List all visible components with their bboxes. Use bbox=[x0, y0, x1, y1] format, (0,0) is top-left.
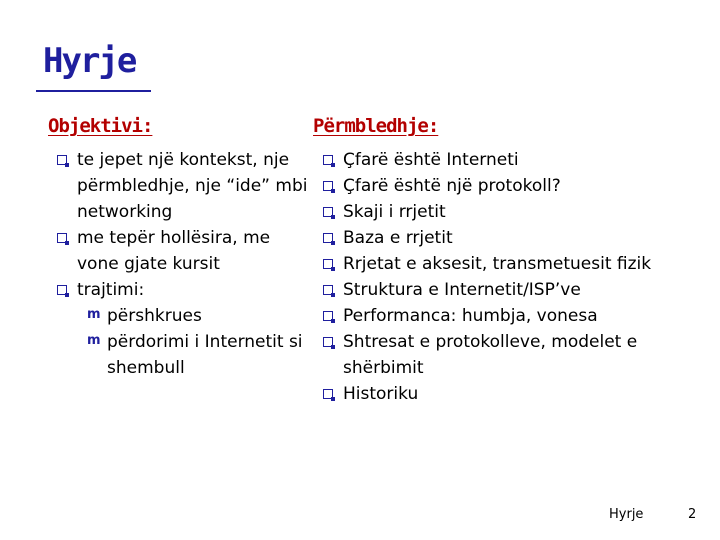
list-item-text: Skaji i rrjetit bbox=[343, 202, 446, 222]
list-item-text: me tepër hollësira, me vone gjate kursit bbox=[77, 228, 271, 274]
sub-list-item-text: përshkrues bbox=[107, 306, 202, 326]
list-item bbox=[323, 173, 703, 199]
square-bullet-icon bbox=[57, 285, 67, 295]
objectives-list bbox=[57, 147, 317, 381]
m-bullet-icon: m bbox=[87, 333, 101, 348]
title-underline bbox=[36, 90, 151, 92]
square-bullet-icon bbox=[323, 233, 333, 243]
sub-list bbox=[77, 303, 317, 381]
overview-list bbox=[323, 147, 703, 407]
square-bullet-icon bbox=[323, 285, 333, 295]
square-bullet-icon bbox=[323, 155, 333, 165]
list-item-text: Çfarë është Interneti bbox=[343, 150, 519, 170]
square-bullet-icon bbox=[323, 259, 333, 269]
list-item-text: Rrjetat e aksesit, transmetuesit fizik bbox=[343, 254, 652, 274]
list-item bbox=[323, 225, 703, 251]
list-item bbox=[57, 277, 317, 381]
list-item-text: trajtimi: bbox=[77, 280, 145, 300]
footer-label: Hyrje bbox=[609, 507, 644, 522]
square-bullet-icon bbox=[323, 389, 333, 399]
square-bullet-icon bbox=[57, 155, 67, 165]
list-item-text: Çfarë është një protokoll? bbox=[343, 176, 561, 196]
list-item-text: te jepet një kontekst, nje përmbledhje, nje “ide” mbi networking bbox=[77, 150, 308, 222]
sub-list-item bbox=[87, 329, 317, 381]
list-item bbox=[57, 225, 317, 277]
list-item bbox=[323, 199, 703, 225]
list-item-text: Struktura e Internetit/ISP’ve bbox=[343, 280, 581, 300]
square-bullet-icon bbox=[323, 311, 333, 321]
list-item bbox=[57, 147, 317, 225]
list-item-text: Baza e rrjetit bbox=[343, 228, 453, 248]
list-item bbox=[323, 251, 703, 277]
list-item-text: Historiku bbox=[343, 384, 419, 404]
list-item-text: Performanca: humbja, vonesa bbox=[343, 306, 598, 326]
sub-list-item bbox=[87, 303, 317, 329]
square-bullet-icon bbox=[323, 181, 333, 191]
objectives-heading: Objektivi: bbox=[48, 115, 153, 137]
list-item bbox=[323, 277, 703, 303]
square-bullet-icon bbox=[323, 207, 333, 217]
square-bullet-icon bbox=[57, 233, 67, 243]
list-item bbox=[323, 381, 703, 407]
sub-list-item-text: përdorimi i Internetit si shembull bbox=[107, 332, 303, 378]
list-item-text: Shtresat e protokolleve, modelet e shërbimit bbox=[343, 332, 638, 378]
list-item bbox=[323, 329, 703, 381]
list-item bbox=[323, 303, 703, 329]
overview-heading: Përmbledhje: bbox=[313, 115, 439, 137]
slide-title: Hyrje bbox=[43, 41, 136, 81]
m-bullet-icon: m bbox=[87, 307, 101, 322]
list-item bbox=[323, 147, 703, 173]
page-number: 2 bbox=[688, 507, 697, 522]
square-bullet-icon bbox=[323, 337, 333, 347]
